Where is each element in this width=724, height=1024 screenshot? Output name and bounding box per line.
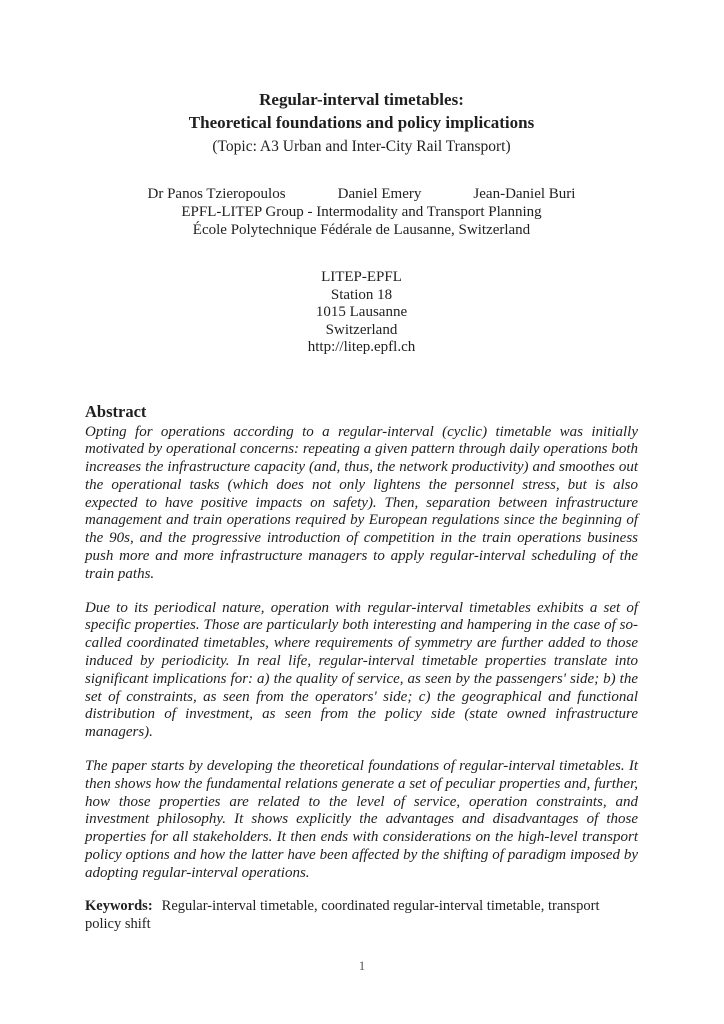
address-country: Switzerland	[325, 321, 398, 338]
abstract-heading: Abstract	[85, 401, 147, 421]
authors-row	[148, 185, 576, 203]
author-1: Dr Panos Tzieropoulos	[147, 186, 286, 202]
abstract-paragraph-3: The paper starts by developing the theoretical foundations of regular-interval timetables. It then shows how the fundamental relations generate a set of peculiar properties and, further, how those properties are related to the level of service, operation constraints, and investment philosophy. It shows explicitly the advantages and disadvantages of those properties for all stakeholders. It then ends with considerations on the high-level transport policy options and how the latter have been affected by the shifting of paradigm imposed by adopting regular-interval operations.	[85, 758, 638, 881]
address-lab: LITEP-EPFL	[321, 269, 402, 285]
paper-title-line2: Theoretical foundations and policy implications	[188, 113, 535, 132]
paper-title-line1: Regular-interval timetables:	[259, 90, 464, 109]
keywords-label: Keywords:	[85, 897, 153, 914]
keywords-text: Regular-interval timetable, coordinated regular-interval timetable, transport policy shift	[85, 897, 600, 932]
title-block	[85, 88, 638, 157]
address-block	[85, 269, 638, 357]
page-content	[85, 88, 638, 933]
affiliation-group: EPFL-LITEP Group - Intermodality and Transport Planning	[181, 204, 542, 220]
website-url[interactable]: http://litep.epfl.ch	[307, 339, 416, 355]
page-number: 1	[358, 958, 366, 973]
affiliation-block	[85, 203, 638, 239]
abstract-paragraph-2: Due to its periodical nature, operation with regular-interval timetables exhibits a set of specific properties. Those are particularly both interesting and hampering in the case of so-called coordinated timetables, where requirements of symmetry are further added to those induced by periodicity. In real life, regular-interval timetable properties translate into significant implications for: a) the quality of service, as seen by the passengers' side; b) the set of constraints, as seen from the operators' side; c) the geographical and functional distribution of investment, as seen from the policy side (state owned infrastructure managers).	[85, 599, 638, 741]
author-2: Daniel Emery	[337, 186, 422, 202]
address-city: 1015 Lausanne	[315, 304, 408, 320]
keywords-line	[85, 897, 638, 933]
paper-topic: (Topic: A3 Urban and Inter-City Rail Transport)	[212, 138, 511, 155]
affiliation-institution: École Polytechnique Fédérale de Lausanne, Switzerland	[192, 222, 531, 238]
author-3: Jean-Daniel Buri	[473, 186, 576, 202]
abstract-paragraph-1: Opting for operations according to a regular-interval (cyclic) timetable was initially motivated by operational concerns: repeating a given pattern through daily operations both increases the infrastructure capacity (and, thus, the network productivity) and smoothes out the operational tasks (which does not only lightens the personnel stress, but is also expected to have positive impacts on safety). Then, separation between infrastructure management and train operations required by European regulations since the beginning of the 90s, and the progressive introduction of competition in the train operations business push more and more infrastructure managers to apply regular-interval scheduling of the train paths.	[85, 423, 638, 582]
address-street: Station 18	[330, 286, 393, 303]
abstract-section	[85, 401, 638, 883]
